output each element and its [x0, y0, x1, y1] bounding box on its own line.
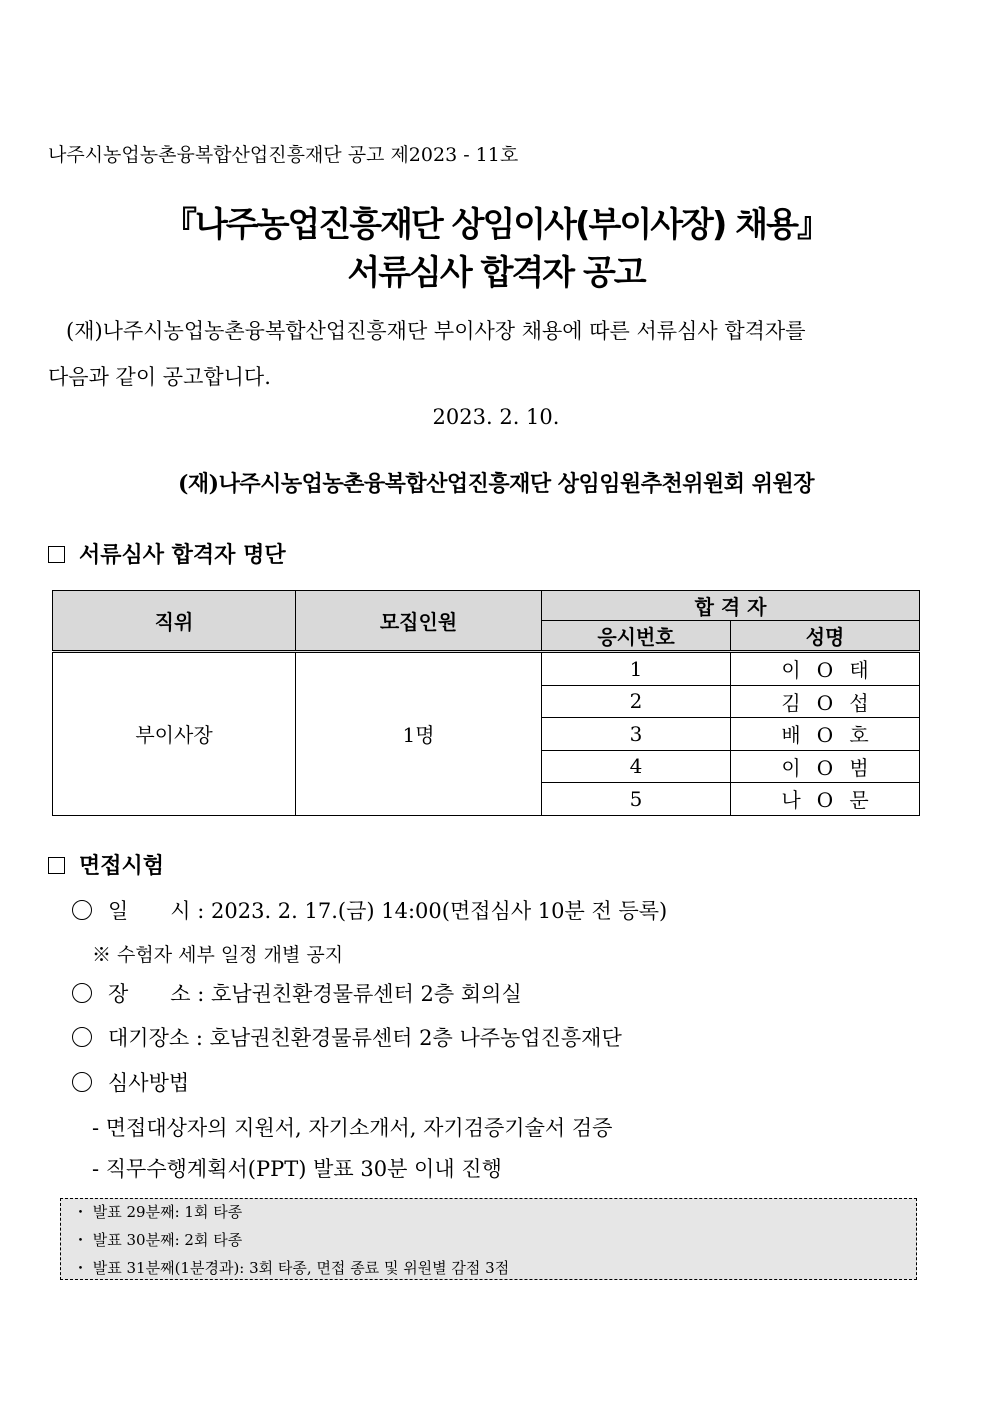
cell-position: 부이사장 — [53, 652, 296, 816]
table-row — [53, 652, 920, 686]
cell-exam-no: 3 — [542, 718, 731, 751]
timing-note-2: ・ 발표 30분째: 2회 타종 — [73, 1231, 243, 1249]
header-position: 직위 — [53, 591, 296, 652]
schedule-place — [72, 978, 522, 1008]
cell-name: 이 O 범 — [731, 750, 920, 783]
method-item-1: - 면접대상자의 지원서, 자기소개서, 자기검증기술서 검증 — [92, 1116, 613, 1140]
header-exam-no: 응시번호 — [542, 621, 731, 652]
title-line-2: 서류심사 합격자 공고 — [347, 253, 645, 293]
cell-name: 이 O 태 — [731, 652, 920, 686]
schedule-waiting-room — [72, 1022, 622, 1052]
schedule-wait-value: : 호남권친환경물류센터 2층 나주농업진흥재단 — [195, 1026, 622, 1050]
section-interview-title: 면접시험 — [79, 853, 165, 879]
circle-bullet-icon — [72, 900, 92, 920]
square-bullet-icon — [48, 546, 65, 563]
schedule-method — [72, 1067, 189, 1097]
circle-bullet-icon — [72, 1072, 92, 1092]
header-name: 성명 — [731, 621, 920, 652]
passers-table — [52, 590, 920, 816]
schedule-wait-label: 대기장소 — [108, 1026, 190, 1050]
cell-exam-no: 2 — [542, 685, 731, 718]
intro-line-1: (재)나주시농업농촌융복합산업진흥재단 부이사장 채용에 따른 서류심사 합격자를 — [66, 319, 806, 343]
org-signature: (재)나주시농업농촌융복합산업진흥재단 상임임원추천위원회 위원장 — [178, 471, 814, 497]
cell-exam-no: 1 — [542, 652, 731, 686]
timing-note-1: ・ 발표 29분째: 1회 타종 — [73, 1203, 243, 1221]
title-line-1: 『나주농업진흥재단 상임이사(부이사장) 채용』 — [163, 205, 829, 245]
cell-recruit: 1명 — [296, 652, 542, 816]
square-bullet-icon — [48, 857, 65, 874]
schedule-date-label: 일 시 — [108, 899, 191, 923]
schedule-place-label: 장 소 — [108, 982, 191, 1006]
notice-number: 나주시농업농촌융복합산업진흥재단 공고 제2023 - 11호 — [48, 144, 519, 166]
schedule-method-label: 심사방법 — [108, 1071, 190, 1095]
cell-name: 배 O 호 — [731, 718, 920, 751]
method-item-2: - 직무수행계획서(PPT) 발표 30분 이내 진행 — [92, 1157, 502, 1181]
circle-bullet-icon — [72, 983, 92, 1003]
header-recruit: 모집인원 — [296, 591, 542, 652]
announcement-date: 2023. 2. 10. — [432, 405, 560, 429]
schedule-date-value: : 2023. 2. 17.(금) 14:00(면접심사 10분 전 등록) — [197, 899, 668, 923]
intro-paragraph — [48, 308, 946, 400]
cell-exam-no: 5 — [542, 783, 731, 816]
timing-note-3: ・ 발표 31분째(1분경과): 3회 타종, 면접 종료 및 위원별 감점 3점 — [73, 1259, 510, 1277]
section-interview-heading — [48, 849, 164, 880]
cell-exam-no: 4 — [542, 750, 731, 783]
cell-name: 나 O 문 — [731, 783, 920, 816]
schedule-date-note: ※ 수험자 세부 일정 개별 공지 — [92, 944, 344, 966]
circle-bullet-icon — [72, 1027, 92, 1047]
schedule-date — [72, 895, 667, 925]
timing-notes-box — [60, 1198, 917, 1280]
header-passers: 합 격 자 — [542, 591, 920, 621]
intro-line-2: 다음과 같이 공고합니다. — [48, 365, 271, 389]
cell-name: 김 O 섭 — [731, 685, 920, 718]
schedule-place-value: : 호남권친환경물류센터 2층 회의실 — [197, 982, 522, 1006]
section-passers-heading — [48, 538, 286, 569]
section-passers-title: 서류심사 합격자 명단 — [79, 542, 286, 568]
